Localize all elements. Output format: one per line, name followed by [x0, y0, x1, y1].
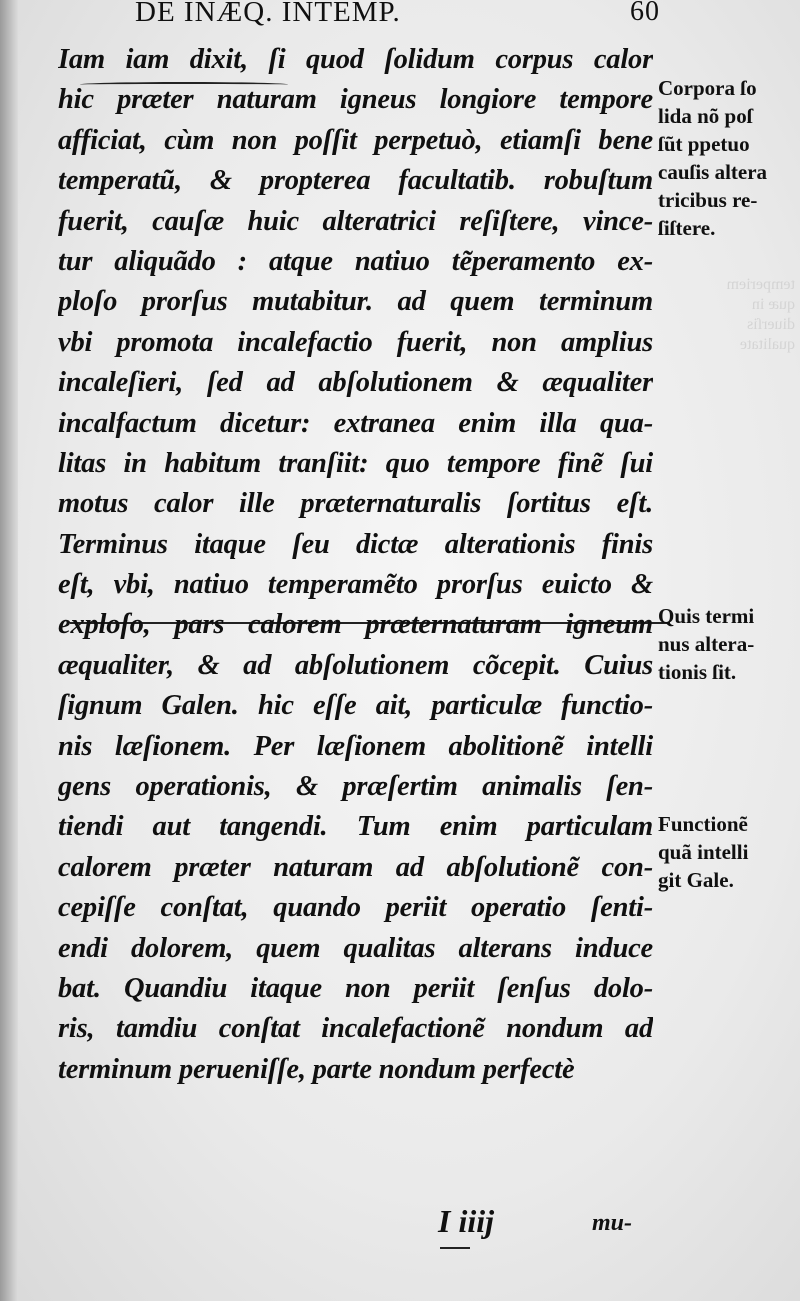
show-through-text: temperiem quæ in diuerſis qualitate — [726, 276, 795, 353]
catchword: mu- — [592, 1210, 633, 1236]
text-line: temperatũ, & propterea facultatib. robuſtum — [58, 165, 653, 197]
text-line: motus calor ille præternaturalis ſortitus eſt. — [58, 488, 653, 520]
margin-note-line: quã intelli — [658, 840, 749, 864]
margin-note-line: ſũt ppetuo — [658, 132, 750, 156]
text-line: cepiſſe conſtat, quando periit operatio ſenti- — [58, 892, 653, 924]
margin-note-line: Corpora ſo — [658, 76, 757, 100]
margin-note-line: git Gale. — [658, 868, 734, 892]
text-line: endi dolorem, quem qualitas alterans induce — [58, 932, 653, 964]
text-line: bat. Quandiu itaque non periit ſenſus dolo- — [58, 972, 653, 1004]
margin-note-bodies — [658, 74, 798, 242]
text-line: terminum perueniſſe, parte nondum perfectè — [58, 1053, 575, 1085]
margin-note-line: tionis ſit. — [658, 660, 737, 684]
running-title: DE INÆQ. INTEMP. — [135, 0, 401, 28]
text-line: Iam iam dixit, ſi quod ſolidum corpus calor — [58, 44, 653, 75]
text-line: hic præter naturam igneus longiore tempore — [58, 84, 653, 116]
text-line: ploſo prorſus mutabitur. ad quem terminum — [58, 286, 653, 318]
margin-note-line: tricibus re- — [658, 188, 758, 212]
margin-note-line: Functionẽ — [658, 812, 748, 836]
text-line: fuerit, cauſæ huic alteratrici reſiſtere, vince- — [58, 205, 653, 237]
text-line: nis læſionem. Per læſionem abolitionẽ intelli — [58, 730, 653, 762]
margin-note-line: lida nõ poſ — [658, 104, 753, 128]
signature-mark: I iiij — [438, 1203, 495, 1239]
text-line: exploſo, pars calorem præternaturam igneum — [58, 609, 653, 641]
text-line: ris, tamdiu conſtat incalefactionẽ nondum ad — [58, 1013, 653, 1045]
text-line: incaleſieri, ſed ad abſolutionem & æqualiter — [58, 367, 653, 399]
margin-note-terminus — [658, 602, 798, 686]
text-line: afficiat, cùm non poſſit perpetuò, etiamſi bene — [58, 124, 653, 156]
text-line: tur aliquãdo : atque natiuo tẽperamento ex- — [58, 245, 653, 277]
margin-note-line: cauſis altera — [658, 160, 768, 184]
margin-note-functio — [658, 810, 798, 894]
text-line: eſt, vbi, natiuo temperamẽto prorſus euicto & — [58, 569, 653, 601]
text-line: ſignum Galen. hic eſſe ait, particulæ functio- — [58, 690, 653, 722]
margin-note-line: ſiſtere. — [658, 216, 716, 240]
text-line: calorem præter naturam ad abſolutionẽ con- — [58, 851, 653, 883]
text-line: æqualiter, & ad abſolutionem cõcepit. Cuius — [58, 649, 653, 681]
signature-underline — [440, 1247, 470, 1249]
text-line: tiendi aut tangendi. Tum enim particulam — [58, 811, 653, 843]
text-line: gens operationis, & præſertim animalis ſen- — [58, 771, 653, 803]
text-line: incalfactum dicetur: extranea enim illa qua- — [58, 407, 653, 439]
page-number: 60 — [630, 0, 660, 27]
text-line: Terminus itaque ſeu dictæ alterationis finis — [58, 528, 653, 560]
margin-note-line: nus altera- — [658, 632, 755, 656]
margin-note-line: Quis termi — [658, 604, 755, 628]
body-text — [58, 40, 653, 1090]
page-header — [100, 0, 660, 32]
text-line: litas in habitum tranſiit: quo tempore finẽ ſui — [58, 447, 653, 479]
page-gutter-shadow — [0, 0, 18, 1301]
text-line: vbi promota incalefactio fuerit, non amplius — [58, 326, 653, 358]
